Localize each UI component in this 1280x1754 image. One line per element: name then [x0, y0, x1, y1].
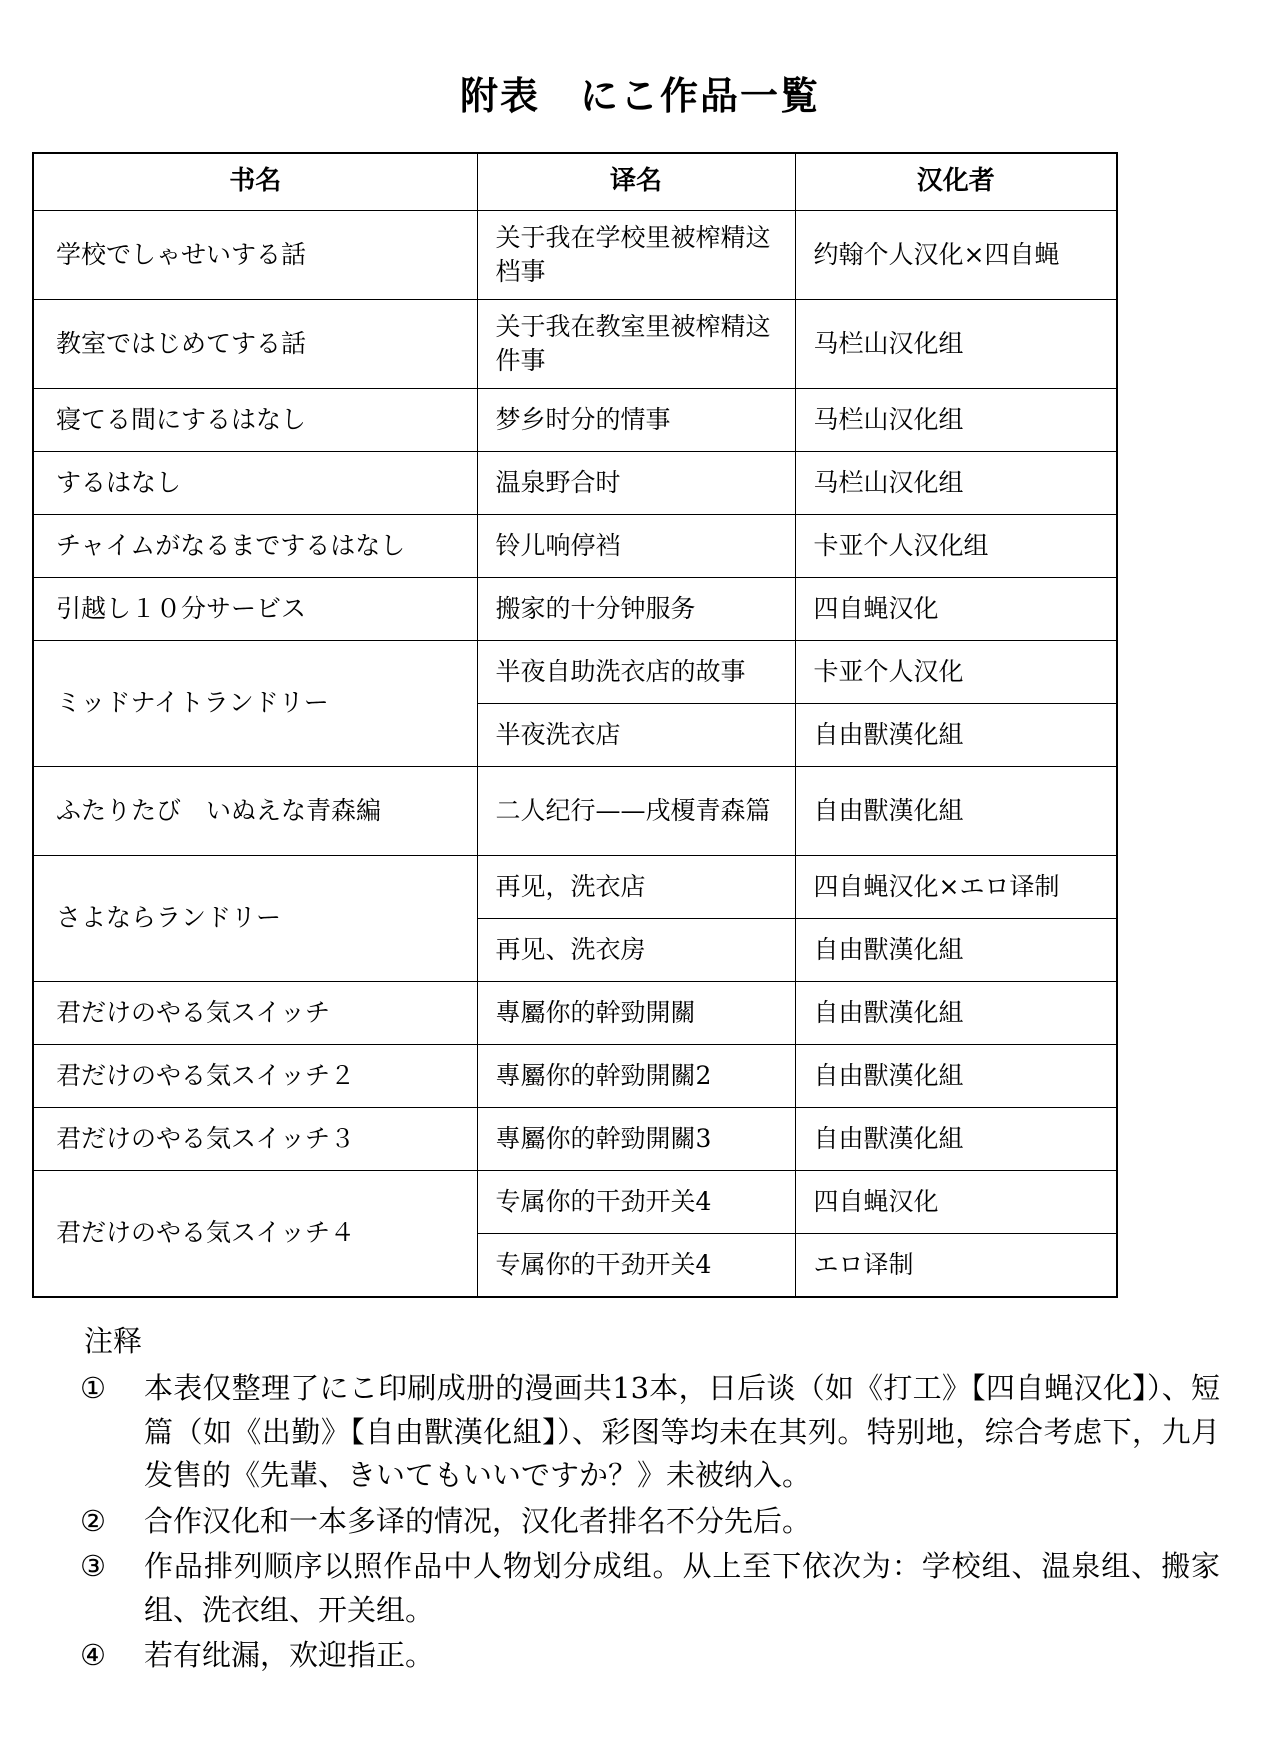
page-title: 附表 にこ作品一覧 [459, 73, 820, 118]
cell-translator: 自由獸漢化組 [795, 918, 1117, 981]
cell-translation: 关于我在学校里被榨精这档事 [477, 210, 795, 299]
cell-book-title: 寝てる間にするはなし [33, 388, 477, 451]
cell-translation: 專屬你的幹勁開關 [477, 981, 795, 1044]
notes-section [0, 1320, 1280, 1678]
cell-translator: 四自蝇汉化 [795, 577, 1117, 640]
cell-book-title: ふたりたび いぬえな青森編 [33, 766, 477, 855]
cell-translation: 梦乡时分的情事 [477, 388, 795, 451]
cell-translation: 半夜洗衣店 [477, 703, 795, 766]
cell-translation: 二人纪行——戌榎青森篇 [477, 766, 795, 855]
cell-translation: 温泉野合时 [477, 451, 795, 514]
table-row [33, 1170, 1117, 1233]
works-table [32, 152, 1118, 1298]
table-row [33, 1107, 1117, 1170]
table-row [33, 855, 1117, 918]
cell-book-title: 学校でしゃせいする話 [33, 210, 477, 299]
note-item [80, 1545, 1220, 1632]
table-body [33, 210, 1117, 1297]
cell-translator: 自由獸漢化組 [795, 766, 1117, 855]
cell-translation: 再见、洗衣房 [477, 918, 795, 981]
cell-translator: 马栏山汉化组 [795, 388, 1117, 451]
cell-translator: エロ译制 [795, 1233, 1117, 1297]
cell-translation: 专属你的干劲开关4 [477, 1170, 795, 1233]
cell-translation: 铃儿响停裆 [477, 514, 795, 577]
table-header-row [33, 153, 1117, 211]
works-table-container [32, 152, 1116, 1298]
cell-translator: 自由獸漢化組 [795, 703, 1117, 766]
cell-translator: 卡亚个人汉化组 [795, 514, 1117, 577]
cell-translation: 专属你的干劲开关4 [477, 1233, 795, 1297]
note-item [80, 1634, 1220, 1678]
cell-translation: 專屬你的幹勁開關2 [477, 1044, 795, 1107]
column-header-translation: 译名 [477, 153, 795, 211]
note-text: 本表仅整理了にこ印刷成册的漫画共13本，日后谈（如《打工》【四自蝇汉化】）、短篇（如《出勤》【自由獸漢化組】）、彩图等均未在其列。特别地，综合考虑下，九月发售的《先輩、きいてもいいですか？》未被纳入。 [144, 1371, 1220, 1492]
cell-book-title: チャイムがなるまでするはなし [33, 514, 477, 577]
note-marker: ② [80, 1503, 106, 1538]
cell-translator: 卡亚个人汉化 [795, 640, 1117, 703]
cell-book-title: ミッドナイトランドリー [33, 640, 477, 766]
cell-translation: 关于我在教室里被榨精这件事 [477, 299, 795, 388]
cell-book-title: 君だけのやる気スイッチ２ [33, 1044, 477, 1107]
cell-translation: 專屬你的幹勁開關3 [477, 1107, 795, 1170]
table-row [33, 388, 1117, 451]
cell-book-title: するはなし [33, 451, 477, 514]
note-text: 若有纰漏，欢迎指正。 [144, 1638, 435, 1672]
note-marker: ④ [80, 1638, 106, 1672]
cell-translator: 四自蝇汉化 [795, 1170, 1117, 1233]
table-row [33, 514, 1117, 577]
cell-book-title: さよならランドリー [33, 855, 477, 981]
table-row [33, 577, 1117, 640]
cell-translation: 半夜自助洗衣店的故事 [477, 640, 795, 703]
table-row [33, 299, 1117, 388]
cell-book-title: 教室ではじめてする話 [33, 299, 477, 388]
note-item [80, 1500, 1220, 1544]
column-header-translator: 汉化者 [795, 153, 1117, 211]
notes-heading: 注释 [84, 1323, 143, 1358]
cell-translator: 约翰个人汉化×四自蝇 [795, 210, 1117, 299]
cell-book-title: 君だけのやる気スイッチ４ [33, 1170, 477, 1297]
table-row [33, 451, 1117, 514]
table-row [33, 981, 1117, 1044]
note-marker: ③ [80, 1549, 106, 1583]
table-row [33, 640, 1117, 703]
column-header-book: 书名 [33, 153, 477, 211]
cell-book-title: 君だけのやる気スイッチ [33, 981, 477, 1044]
cell-translator: 自由獸漢化組 [795, 1044, 1117, 1107]
cell-translation: 搬家的十分钟服务 [477, 577, 795, 640]
notes-list [80, 1367, 1220, 1678]
table-row [33, 1044, 1117, 1107]
cell-translator: 四自蝇汉化×エロ译制 [795, 855, 1117, 918]
note-marker: ① [80, 1371, 106, 1405]
note-text: 作品排列顺序以照作品中人物划分成组。从上至下依次为：学校组、温泉组、搬家组、洗衣组、开关组。 [144, 1549, 1220, 1627]
cell-translator: 自由獸漢化組 [795, 981, 1117, 1044]
table-row [33, 766, 1117, 855]
cell-book-title: 君だけのやる気スイッチ３ [33, 1107, 477, 1170]
cell-translator: 马栏山汉化组 [795, 451, 1117, 514]
note-text: 合作汉化和一本多译的情况，汉化者排名不分先后。 [144, 1503, 812, 1538]
note-item [80, 1367, 1220, 1498]
cell-translator: 自由獸漢化組 [795, 1107, 1117, 1170]
table-row [33, 210, 1117, 299]
cell-book-title: 引越し１０分サービス [33, 577, 477, 640]
cell-translation: 再见，洗衣店 [477, 855, 795, 918]
cell-translator: 马栏山汉化组 [795, 299, 1117, 388]
